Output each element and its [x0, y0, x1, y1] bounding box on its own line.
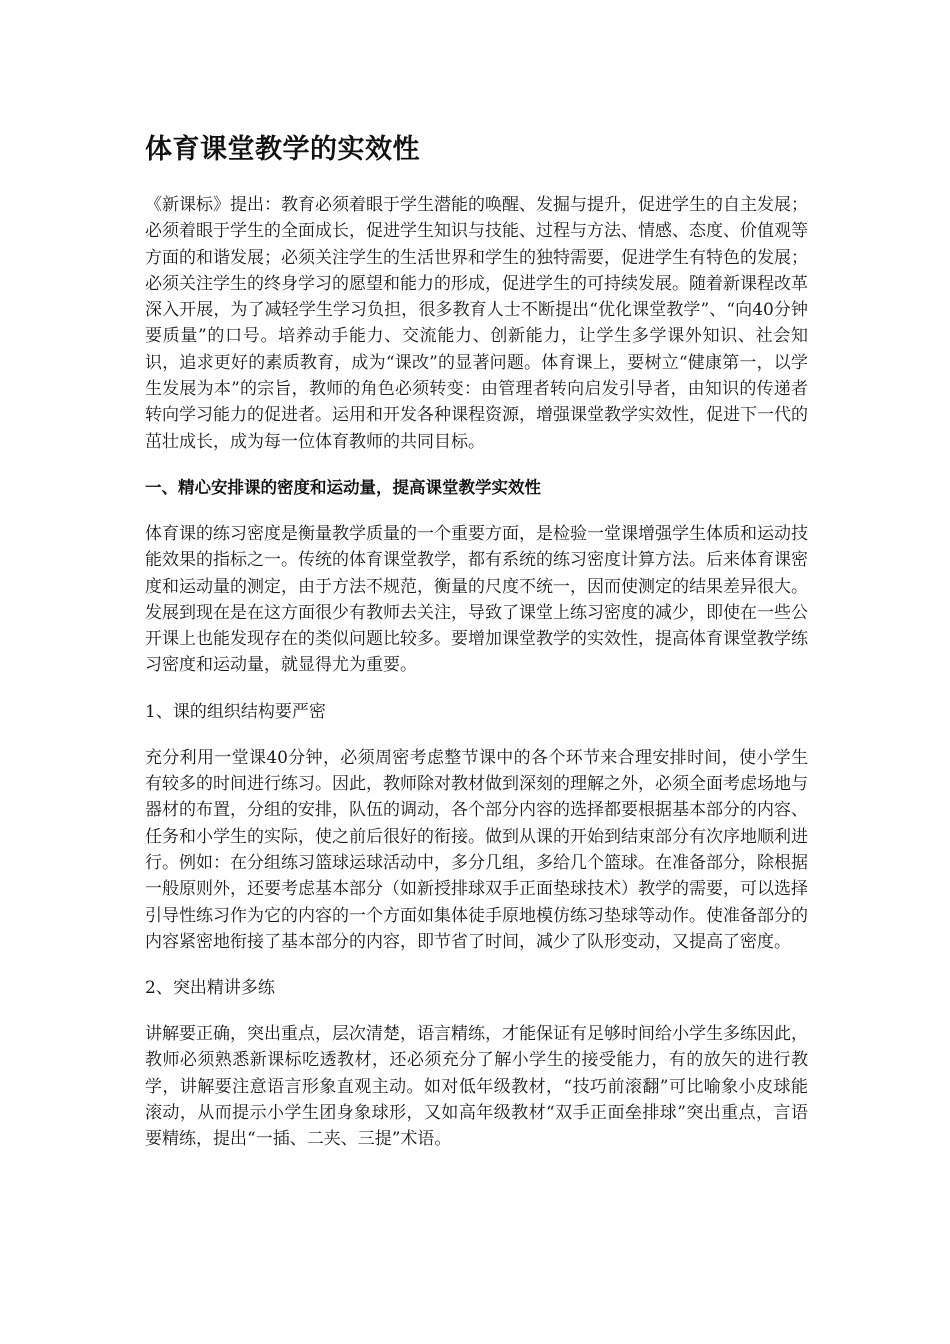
document-page — [145, 128, 808, 1173]
section-1-heading: 一、精心安排课的密度和运动量，提高课堂教学实效性 — [145, 477, 541, 497]
item-2-paragraph: 讲解要正确，突出重点，层次清楚，语言精练，才能保证有足够时间给小学生多练因此，教师必须熟悉新课标吃透教材，还必须充分了解小学生的接受能力，有的放矢的进行教学，讲解要注意语言形象直观主动。如对低年级教材，“技巧前滚翻”可比喻象小皮球能滚动，从而提示小学生团身象球形，又如高年级教材“双手正面垒排球”突出重点，言语要精练，提出“一插、二夹、三提”术语。 — [145, 1024, 808, 1150]
section-1-paragraph: 体育课的练习密度是衡量教学质量的一个重要方面，是检验一堂课增强学生体质和运动技能效果的指标之一。传统的体育课堂教学，都有系统的练习密度计算方法。后来体育课密度和运动量的测定，由于方法不规范，衡量的尺度不统一，因而使测定的结果差异很大。发展到现在是在这方面很少有教师去关注，导致了课堂上练习密度的减少，即使在一些公开课上也能发现存在的类似问题比较多。要增加课堂教学的实效性，提高体育课堂教学练习密度和运动量，就显得尤为重要。 — [145, 523, 808, 676]
intro-paragraph: 《新课标》提出：教育必须着眼于学生潜能的唤醒、发掘与提升，促进学生的自主发展；必须着眼于学生的全面成长，促进学生知识与技能、过程与方法、情感、态度、价值观等方面的和谐发展；必须关注学生的生活世界和学生的独特需要，促进学生有特色的发展；必须关注学生的终身学习的愿望和能力的形成，促进学生的可持续发展。随着新课程改革深入开展，为了减轻学生学习负担，很多教育人士不断提出“优化课堂教学”、“向40分钟要质量”的口号。培养动手能力、交流能力、创新能力，让学生多学课外知识、社会知识，追求更好的素质教育，成为“课改”的显著问题。体育课上，要树立“健康第一，以学生发展为本”的宗旨，教师的角色必须转变：由管理者转向启发引导者，由知识的传递者转向学习能力的促进者。运用和开发各种课程资源，增强课堂教学实效性，促进下一代的茁壮成长，成为每一位体育教师的共同目标。 — [145, 195, 808, 452]
document-title: 体育课堂教学的实效性 — [145, 134, 420, 165]
item-2-heading: 2、突出精讲多练 — [145, 978, 275, 999]
item-1-paragraph: 充分利用一堂课40分钟，必须周密考虑整节课中的各个环节来合理安排时间，使小学生有较多的时间进行练习。因此，教师除对教材做到深刻的理解之外，必须全面考虑场地与器材的布置，分组的安排，队伍的调动，各个部分内容的选择都要根据基本部分的内容、任务和小学生的实际，使之前后很好的衔接。做到从课的开始到结束部分有次序地顺利进行。例如：在分组练习篮球运球活动中，多分几组，多给几个篮球。在准备部分，除根据一般原则外，还要考虑基本部分（如新授排球双手正面垫球技术）教学的需要，可以选择引导性练习作为它的内容的一个方面如集体徒手原地模仿练习垫球等动作。使准备部分的内容紧密地衔接了基本部分的内容，即节省了时间，减少了队形变动，又提高了密度。 — [145, 747, 808, 952]
item-1-heading: 1、课的组织结构要严密 — [145, 701, 326, 722]
